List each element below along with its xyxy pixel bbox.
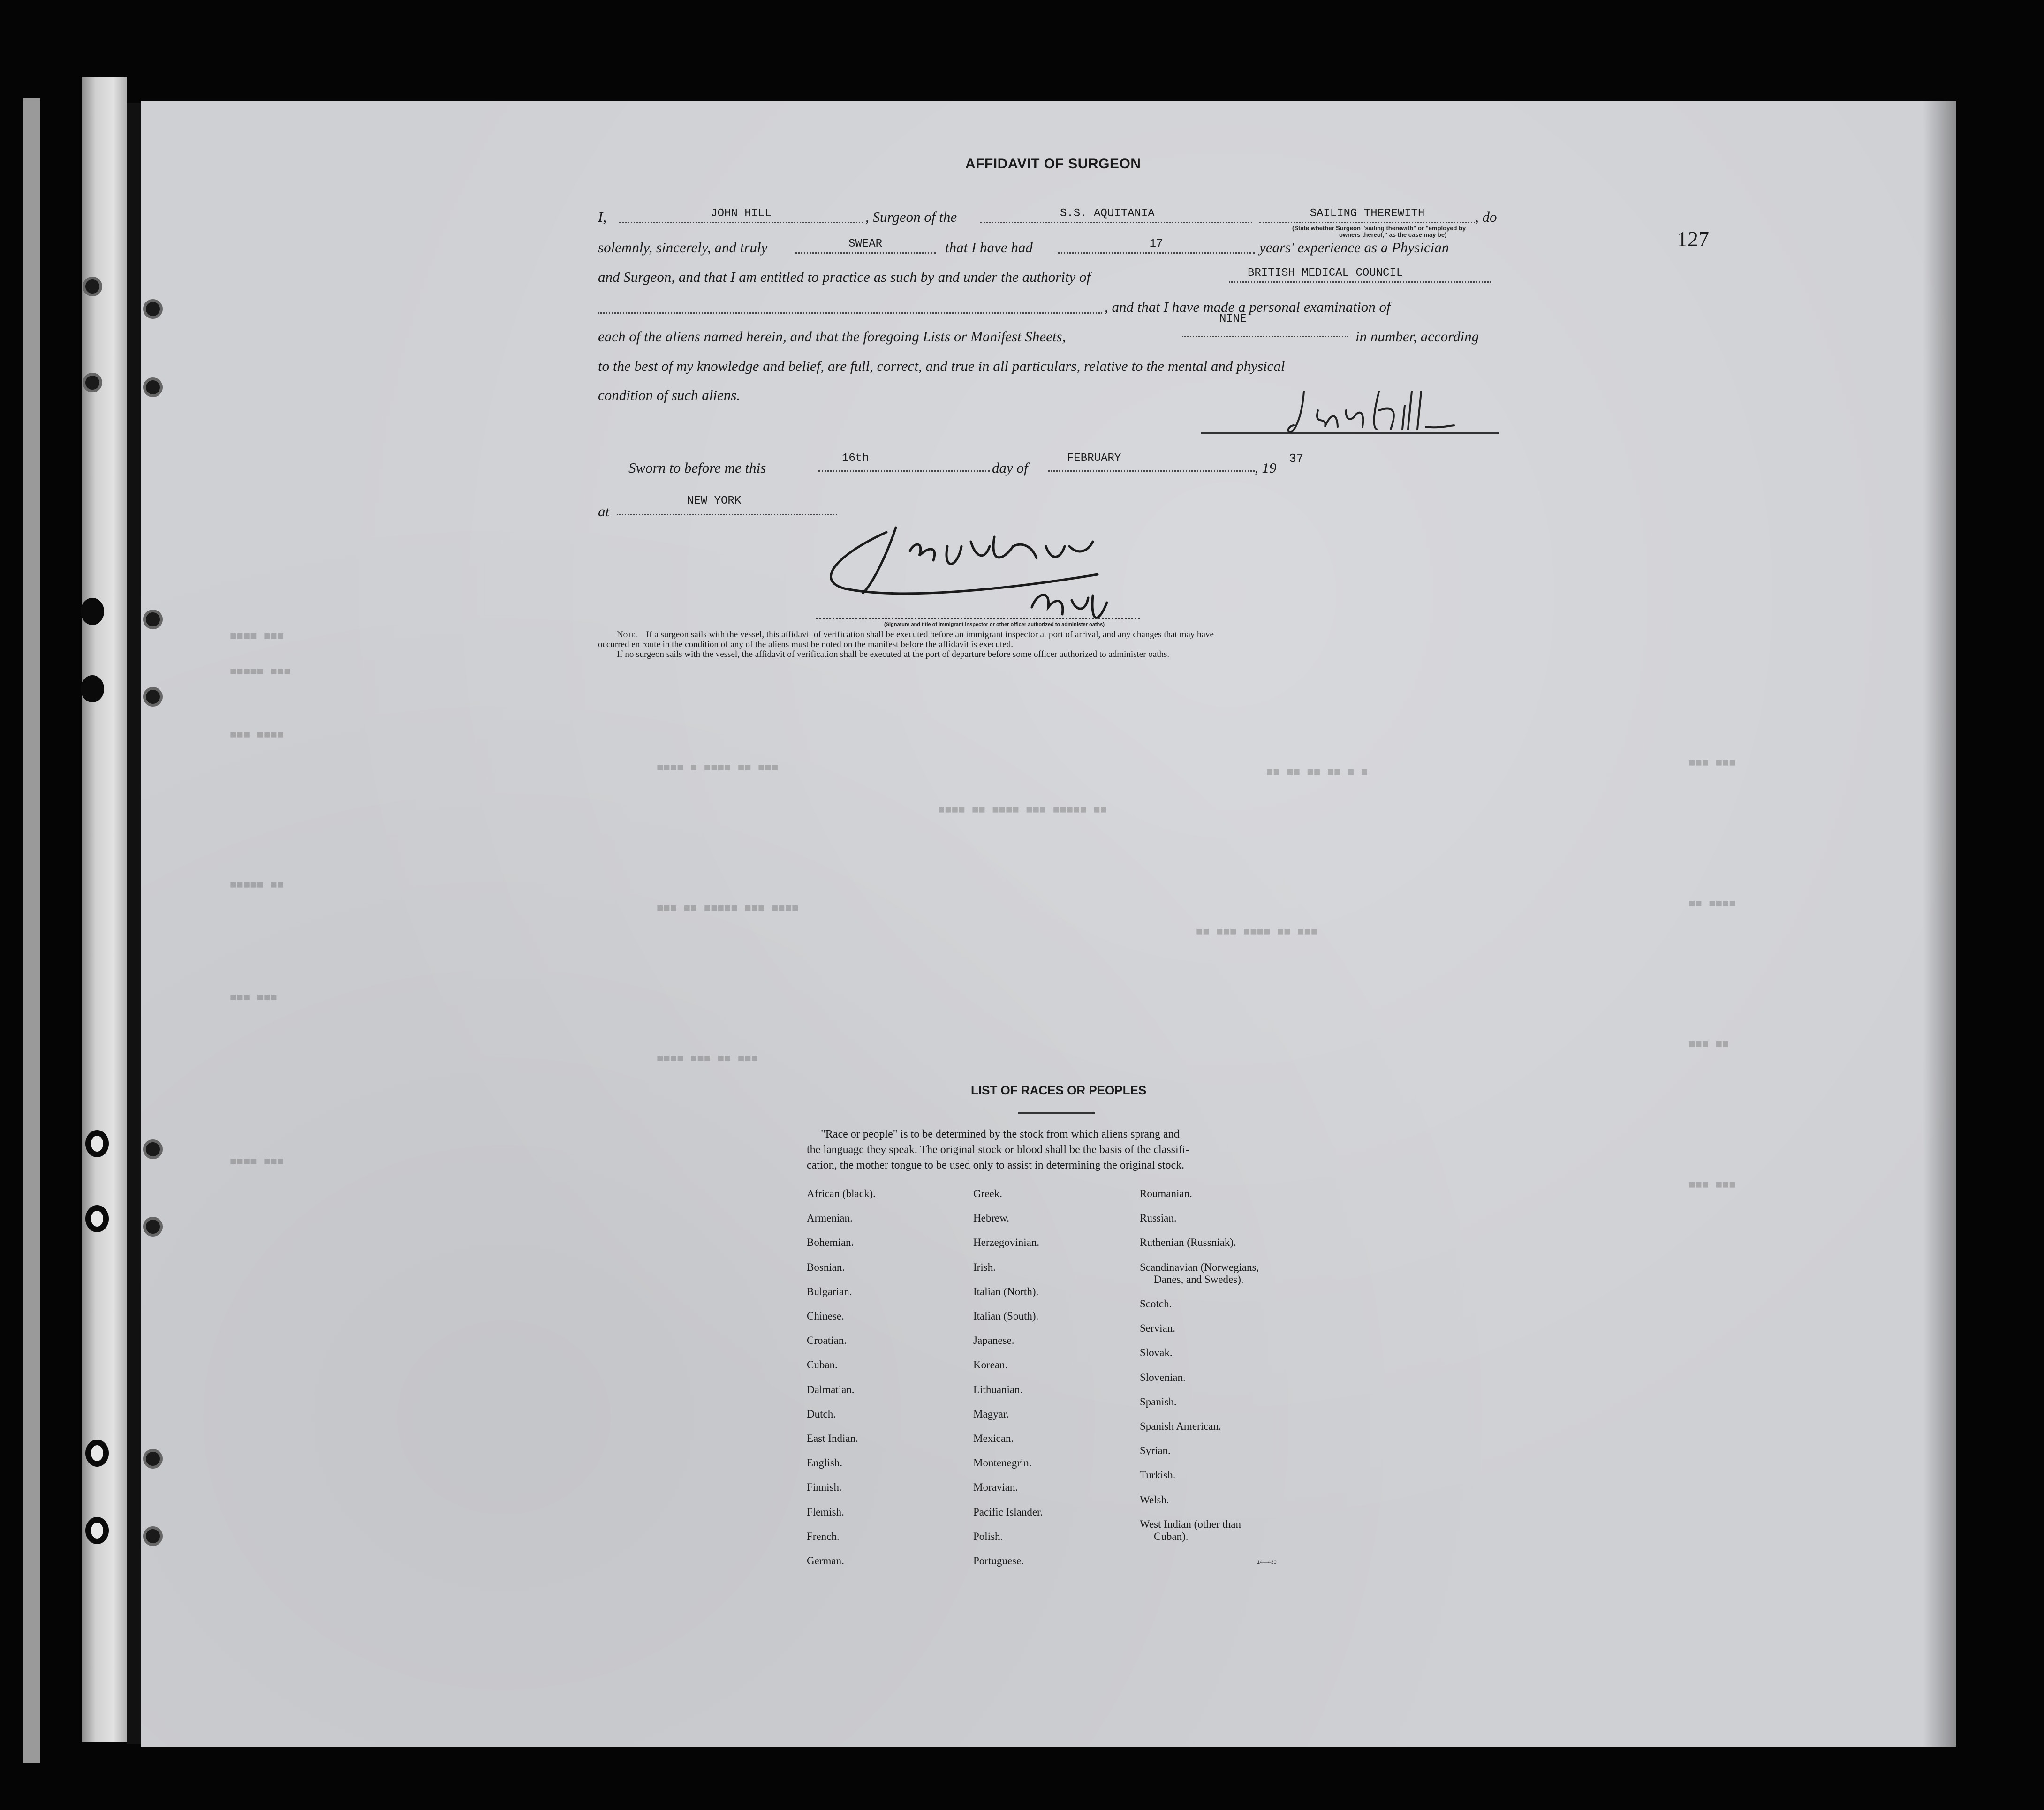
punch-hole	[85, 1205, 109, 1232]
sailing-status-field	[1259, 206, 1475, 223]
race-item: Moravian.	[973, 1481, 1018, 1493]
text-day-of: day of	[992, 460, 1028, 476]
race-item: Roumanian.	[1140, 1188, 1192, 1199]
race-item: Bosnian.	[807, 1261, 845, 1273]
punch-hole	[85, 1440, 109, 1467]
race-item: Italian (South).	[973, 1310, 1039, 1322]
race-item: Slovenian.	[1140, 1371, 1186, 1383]
rivet	[143, 1449, 163, 1469]
race-item: Flemish.	[807, 1506, 844, 1518]
sworn-month-field	[1048, 452, 1255, 472]
race-item: Pacific Islander.	[973, 1506, 1043, 1518]
sworn-day-field	[818, 452, 990, 472]
text-best-of-knowledge: to the best of my knowledge and belief, are full, correct, and true in all particulars, relative to the mental and physical	[598, 358, 1285, 374]
form-number: 14—430	[1257, 1560, 1277, 1565]
bleed-through-text: ■■■ ■■■	[230, 992, 277, 1004]
note-line-1	[598, 630, 1214, 640]
races-title: LIST OF RACES OR PEOPLES	[971, 1083, 1147, 1097]
bleed-through-text: ■■■■■ ■■■	[230, 666, 291, 679]
race-item: Hebrew.	[973, 1212, 1010, 1224]
signature-caption: (Signature and title of immigrant inspector or other officer authorized to administer oaths)	[884, 622, 1105, 627]
surgeon-signature-image	[1285, 382, 1463, 438]
text-at: at	[598, 503, 610, 520]
bleed-through-text: ■■■ ■■	[1688, 1039, 1729, 1051]
race-item: Cuban).	[1154, 1531, 1189, 1542]
binding-strip	[82, 77, 127, 1742]
affidavit-title: AFFIDAVIT OF SURGEON	[965, 156, 1141, 172]
bleed-through-text: ■■■ ■■■	[1688, 1179, 1736, 1192]
races-intro-1-text: "Race or people" is to be determined by the stock from which aliens sprang and	[821, 1128, 1180, 1140]
race-item: Welsh.	[1140, 1493, 1169, 1506]
note-text-1: —If a surgeon sails with the vessel, this affidavit of verification shall be executed before an immigrant inspector at port of arrival, and any changes that may have	[637, 630, 1214, 640]
sailing-note-line-1: (State whether Surgeon "sailing therewith" or "employed by	[1292, 225, 1466, 232]
rivet	[143, 299, 163, 319]
punch-hole	[81, 598, 104, 625]
rivet	[143, 377, 163, 397]
race-item: Portuguese.	[973, 1555, 1024, 1567]
bleed-through-text: ■■■■■ ■■	[230, 879, 284, 892]
race-item: Ruthenian (Russniak).	[1140, 1237, 1236, 1249]
note-line-2: occurred en route in the condition of any of the aliens must be noted on the manifest before the affidavit is executed.	[598, 640, 1013, 649]
vessel-field	[980, 206, 1252, 223]
sheets-count-value: NINE	[1219, 313, 1247, 325]
races-intro-3: cation, the mother tongue to be used only to assist in determining the original stock.	[807, 1159, 1185, 1171]
race-item: Scotch.	[1140, 1298, 1172, 1310]
race-item: Lithuanian.	[973, 1383, 1023, 1395]
race-item: Russian.	[1140, 1212, 1177, 1224]
place-value: NEW YORK	[687, 495, 742, 507]
race-item: Chinese.	[807, 1310, 844, 1322]
race-item: Magyar.	[973, 1408, 1009, 1420]
races-title-rule	[1018, 1112, 1095, 1114]
place-field	[617, 495, 837, 515]
race-item: German.	[807, 1555, 844, 1567]
text-do: , do	[1475, 209, 1497, 225]
text-surgeon-of: , Surgeon of the	[865, 209, 957, 225]
rivet	[143, 610, 163, 629]
race-item: East Indian.	[807, 1433, 858, 1444]
years-field	[1058, 237, 1255, 254]
rivet	[143, 1217, 163, 1237]
race-item: Bulgarian.	[807, 1285, 852, 1297]
race-item: Danes, and Swedes).	[1154, 1273, 1244, 1285]
authority-continued-field	[598, 297, 1102, 314]
text-sworn: Sworn to before me this	[628, 460, 766, 476]
punch-hole	[81, 675, 104, 702]
vessel-value: S.S. AQUITANIA	[1060, 207, 1155, 220]
text-in-number: in number, according	[1355, 328, 1479, 345]
race-item: Spanish American.	[1140, 1420, 1221, 1432]
page-number: 127	[1677, 227, 1709, 251]
race-item: Scandinavian (Norwegians,	[1140, 1261, 1259, 1273]
text-i: I,	[598, 209, 607, 225]
race-item: English.	[807, 1457, 843, 1469]
race-item: Mexican.	[973, 1433, 1014, 1444]
years-value: 17	[1149, 238, 1163, 250]
authority-field	[1229, 266, 1491, 283]
surgeon-name-value: JOHN HILL	[711, 207, 772, 220]
race-item: African (black).	[807, 1188, 876, 1199]
race-item: Polish.	[973, 1530, 1003, 1542]
sheet-edge-shadow	[1923, 101, 1956, 1747]
note-line-3: If no surgeon sails with the vessel, the affidavit of verification shall be executed at the port of departure before some officer authorized to administer oaths.	[617, 649, 1170, 659]
race-item: Finnish.	[807, 1481, 842, 1493]
sailing-status-value: SAILING THEREWITH	[1310, 207, 1425, 220]
sailing-note-line-2: owners thereof," as the case may be)	[1339, 231, 1447, 238]
bleed-through-text: ■■■ ■■ ■■■■■ ■■■ ■■■■	[657, 903, 799, 915]
bleed-through-text: ■■■■ ■■■	[230, 631, 284, 643]
manifest-sheet	[141, 101, 1956, 1747]
race-item: Herzegovinian.	[973, 1237, 1040, 1249]
inspector-signature-image	[816, 513, 1154, 626]
sworn-month-value: FEBRUARY	[1067, 452, 1121, 465]
bleed-through-text: ■■■■ ■■■ ■■ ■■■	[657, 1053, 758, 1065]
text-have-had: that I have had	[945, 239, 1033, 256]
bleed-through-text: ■■ ■■ ■■ ■■ ■ ■	[1266, 767, 1368, 779]
race-item: Syrian.	[1140, 1445, 1171, 1457]
oath-field	[795, 237, 936, 254]
punch-hole	[85, 1517, 109, 1544]
race-item: Turkish.	[1140, 1469, 1176, 1481]
binding-shadow	[127, 103, 142, 1744]
bleed-through-text: ■■■■ ■■■	[230, 1156, 284, 1169]
race-item: West Indian (other than	[1140, 1518, 1241, 1530]
bleed-through-text: ■■■ ■■■	[1688, 757, 1736, 770]
race-item: Greek.	[973, 1188, 1002, 1199]
sworn-year-value: 37	[1289, 452, 1304, 466]
races-intro-2: the language they speak. The original stock or blood shall be the basis of the classifi-	[807, 1144, 1189, 1156]
rivet	[143, 1139, 163, 1159]
text-each-of-aliens: each of the aliens named herein, and that the foregoing Lists or Manifest Sheets,	[598, 328, 1066, 345]
bleed-through-text: ■■■■ ■■ ■■■■ ■■■ ■■■■■ ■■	[938, 804, 1107, 817]
race-item: Montenegrin.	[973, 1457, 1032, 1469]
authority-value: BRITISH MEDICAL COUNCIL	[1248, 267, 1403, 279]
race-item: Bohemian.	[807, 1237, 854, 1249]
sheets-count-field	[1182, 313, 1348, 337]
race-item: Servian.	[1140, 1322, 1176, 1335]
races-intro-1	[807, 1127, 1180, 1142]
oath-value: SWEAR	[848, 238, 882, 250]
race-item: Dutch.	[807, 1408, 836, 1420]
text-condition: condition of such aliens.	[598, 387, 741, 403]
race-item: Korean.	[973, 1359, 1008, 1371]
race-item: Dalmatian.	[807, 1383, 855, 1395]
bleed-through-text: ■■ ■■■■	[1688, 898, 1736, 911]
race-item: Spanish.	[1140, 1395, 1177, 1408]
bleed-through-text: ■■ ■■■ ■■■■ ■■ ■■■	[1196, 926, 1318, 939]
text-and-surgeon: and Surgeon, and that I am entitled to practice as such by and under the authority of	[598, 269, 1091, 285]
rivet	[143, 1526, 163, 1546]
race-item: Cuban.	[807, 1359, 838, 1371]
race-item: Croatian.	[807, 1335, 847, 1347]
text-year-prefix: , 19	[1255, 460, 1277, 476]
punch-hole	[85, 1130, 109, 1157]
text-solemnly: solemnly, sincerely, and truly	[598, 239, 768, 256]
race-item: Italian (North).	[973, 1285, 1039, 1297]
text-years-experience: years' experience as a Physician	[1259, 239, 1449, 256]
note-label: Note.	[617, 630, 637, 640]
race-item: Japanese.	[973, 1335, 1014, 1347]
sworn-day-value: 16th	[842, 452, 869, 465]
punch-hole	[83, 373, 102, 392]
surgeon-name-field	[619, 206, 863, 223]
race-item: Armenian.	[807, 1212, 853, 1224]
race-item: Slovak.	[1140, 1347, 1173, 1359]
rivet	[143, 687, 163, 707]
race-item: Irish.	[973, 1261, 996, 1273]
bleed-through-text: ■■■■ ■ ■■■■ ■■ ■■■	[657, 762, 779, 775]
text-personal-examination: , and that I have made a personal examination of	[1105, 299, 1391, 315]
race-item: French.	[807, 1530, 840, 1542]
punch-hole	[83, 277, 102, 296]
binding-strip-outer	[23, 98, 40, 1763]
bleed-through-text: ■■■ ■■■■	[230, 729, 284, 742]
